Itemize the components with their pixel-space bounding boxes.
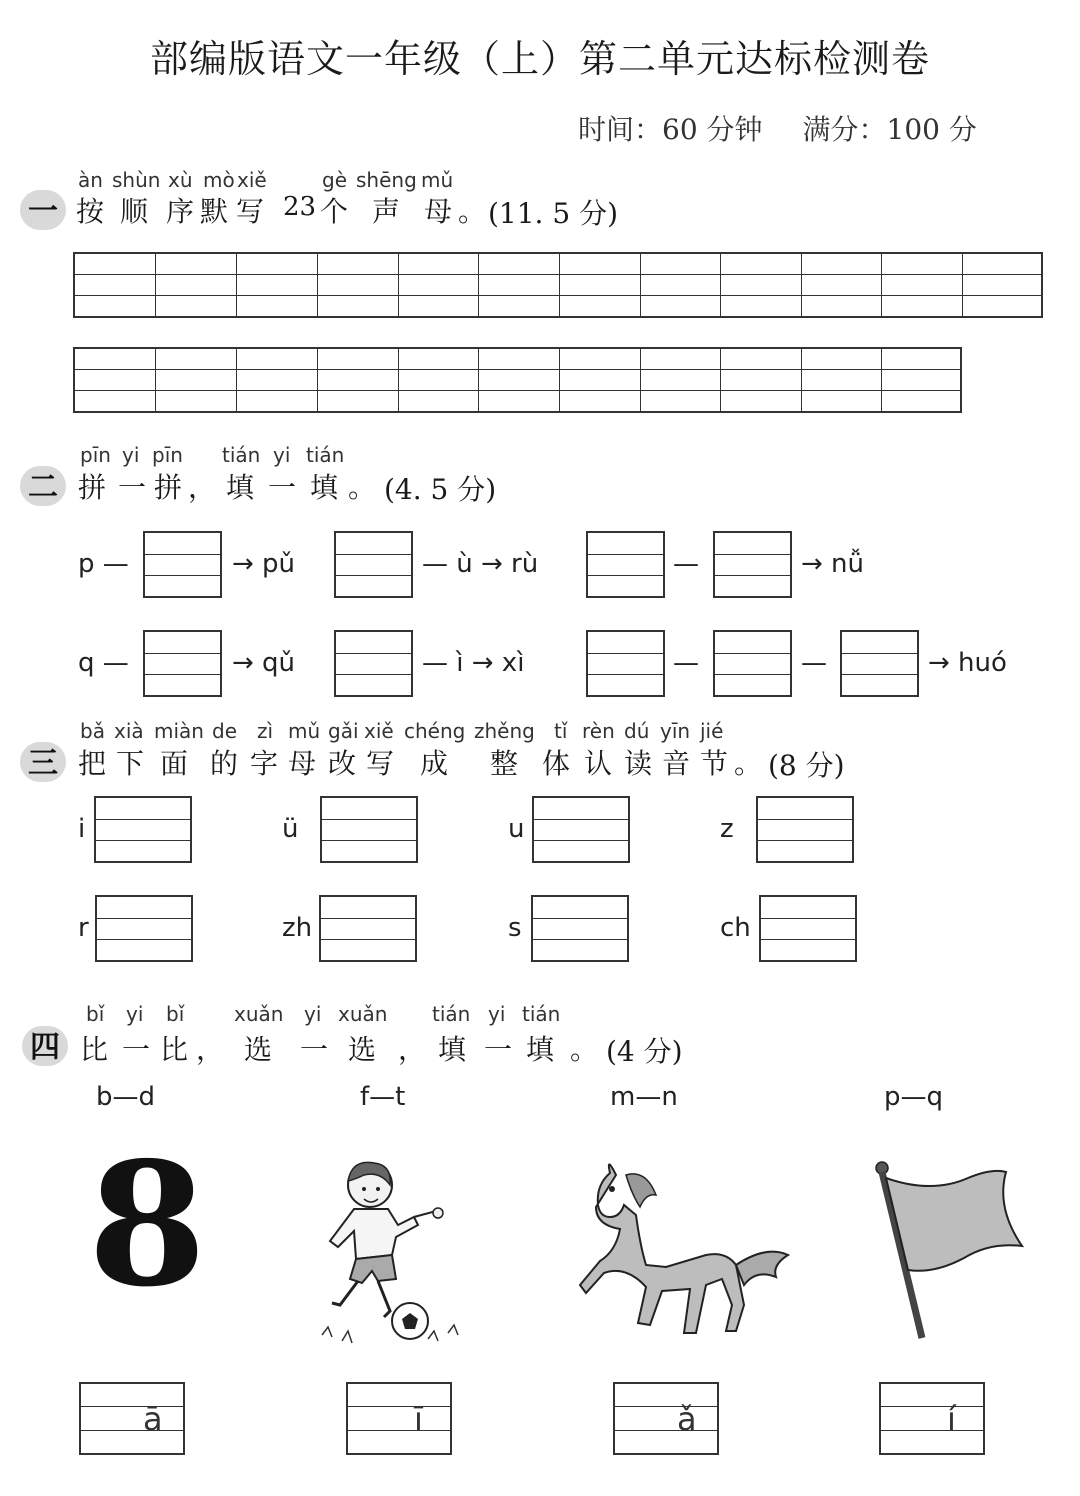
fill-box[interactable] [756,796,854,863]
fill-box[interactable] [94,796,192,863]
q3-char: 把 [78,747,107,780]
q1-char: 序 [166,195,195,228]
fill-box[interactable] [586,630,665,697]
answer-box[interactable] [613,1382,719,1455]
result-qu: → qǔ [232,648,296,678]
q1-char: 母 [424,195,453,228]
q2-score: (4. 5 分) [384,473,497,506]
letter-label: i [78,814,86,844]
answer-letter: í [947,1400,956,1438]
fill-box[interactable] [840,630,919,697]
q4-char: 一 [484,1033,513,1066]
fill-box[interactable] [95,895,193,962]
pinyin: yi [273,443,291,467]
letter-label: ü [282,814,299,844]
q3-char: 面 [160,747,189,780]
q2-char: 一 [118,471,147,504]
pinyin: yi [122,443,140,467]
q1-char: 默 [200,195,229,228]
pinyin-sheng: shēng [356,168,417,192]
fill-box[interactable] [143,531,222,598]
pinyin: xiě [364,719,394,743]
horse-image [576,1155,796,1345]
answer-box[interactable] [346,1382,452,1455]
answer-box[interactable] [879,1382,985,1455]
letter-pair: f—t [360,1082,406,1112]
q3-char: 体 [542,747,571,780]
result-xi: — ì → xì [422,648,525,678]
pinyin: jié [700,719,724,743]
q2-char: 填 [310,471,339,504]
q4-char: 选 [348,1033,377,1066]
pinyin: zì [257,719,274,743]
answer-letter: ǎ [677,1400,697,1438]
time-limit: 时间：60 分钟 [578,113,763,146]
q2-comma: ， [188,471,217,504]
q4-char: 比 [80,1033,109,1066]
pinyin-xu: xù [168,168,193,192]
q1-char: 声 [372,195,401,228]
pinyin: tián [222,443,261,467]
fill-box[interactable] [586,531,665,598]
pinyin: tián [432,1002,471,1026]
pinyin: xià [114,719,144,743]
pinyin-ge: gè [322,168,347,192]
fill-box[interactable] [143,630,222,697]
letter-label: zh [282,913,313,943]
q4-comma: ， [196,1033,225,1066]
answer-letter: ī [414,1400,423,1438]
flag-image [872,1158,1032,1344]
pinyin: miàn [154,719,204,743]
q3-char: 节 [700,747,729,780]
number-eight-image: 8 [88,1125,207,1325]
pinyin-an: àn [78,168,103,192]
q4-comma: ， [398,1033,427,1066]
q3-char: 认 [584,747,613,780]
pinyin: yīn [660,719,691,743]
pinyin: chéng [404,719,466,743]
q3-char: 母 [288,747,317,780]
answer-box[interactable] [79,1382,185,1455]
q1-period: 。 [458,195,487,228]
fill-box[interactable] [713,531,792,598]
q1-char: 写 [236,195,265,228]
letter-label: u [508,814,525,844]
q1-char: 顺 [120,195,149,228]
boy-kicking-ball-image [318,1155,478,1355]
q2-char: 拼 [78,471,107,504]
q4-char: 填 [526,1033,555,1066]
letter-label: s [508,913,522,943]
fill-box[interactable] [334,630,413,697]
pinyin: zhěng [474,719,535,743]
q1-char: 个 [320,195,349,228]
letter-pair: p—q [884,1082,944,1112]
pinyin: pīn [152,443,183,467]
question-number-badge: 三 [20,742,66,782]
q4-char: 填 [438,1033,467,1066]
q3-char: 字 [250,747,279,780]
fill-box[interactable] [759,895,857,962]
dash: — [801,648,827,678]
q3-char: 音 [662,747,691,780]
page-title: 部编版语文一年级（上）第二单元达标检测卷 [149,37,930,81]
dash: — [673,549,699,579]
pinyin: de [212,719,237,743]
q3-char: 读 [624,747,653,780]
fill-box[interactable] [320,796,418,863]
result-huo: → huó [928,648,1007,678]
q3-period: 。 [734,747,763,780]
exam-meta [578,108,1017,148]
question-number-badge: 四 [22,1026,68,1066]
pinyin: rèn [582,719,615,743]
fill-box[interactable] [319,895,417,962]
q3-char: 整 [490,747,519,780]
pinyin: gǎi [328,719,359,743]
four-line-grid-row-2[interactable] [73,347,962,413]
q4-char: 一 [122,1033,151,1066]
question-number-badge: 一 [20,190,66,230]
pinyin-mu: mǔ [421,168,454,192]
q2-char: 拼 [154,471,183,504]
q3-score: (8 分) [768,749,845,782]
q4-char: 选 [244,1033,273,1066]
q2-char: 填 [226,471,255,504]
syllable-p: p — [78,549,129,579]
letter-label: r [78,913,89,943]
pinyin: mǔ [288,719,321,743]
q2-period: 。 [348,471,377,504]
pinyin: pīn [80,443,111,467]
pinyin: dú [624,719,650,743]
q2-char: 一 [268,471,297,504]
result-pu: → pǔ [232,549,296,579]
answer-letter: ā [143,1400,163,1438]
q3-char: 的 [210,747,239,780]
dash: — [673,648,699,678]
q4-char: 比 [160,1033,189,1066]
letter-label: ch [720,913,751,943]
pinyin: yi [126,1002,144,1026]
letter-pair: b—d [96,1082,156,1112]
q1-char: 按 [76,195,105,228]
pinyin: tián [306,443,345,467]
pinyin-shun: shùn [112,168,161,192]
question-number-badge: 二 [20,466,66,506]
q3-char: 改 [328,747,357,780]
pinyin: yi [488,1002,506,1026]
result-ru: — ù → rù [422,549,539,579]
q3-char: 写 [366,747,395,780]
four-line-grid-row-1[interactable] [73,252,1043,318]
pinyin: tǐ [554,719,568,743]
q1-count: 23 [283,192,317,222]
fill-box[interactable] [531,895,629,962]
pinyin: xuǎn [234,1002,284,1026]
letter-pair: m—n [610,1082,678,1112]
q4-period: 。 [570,1033,599,1066]
pinyin-mo: mò [203,168,235,192]
pinyin-xie: xiě [237,168,267,192]
q3-char: 下 [116,747,145,780]
letter-label: z [720,814,734,844]
pinyin: bǐ [86,1002,105,1026]
fill-box[interactable] [334,531,413,598]
result-nu: → nǚ [801,549,865,579]
q4-score: (4 分) [606,1035,683,1068]
pinyin: xuǎn [338,1002,388,1026]
pinyin: yi [304,1002,322,1026]
fill-box[interactable] [532,796,630,863]
pinyin: bǎ [80,719,105,743]
pinyin: bǐ [166,1002,185,1026]
syllable-q: q — [78,648,129,678]
fill-box[interactable] [713,630,792,697]
pinyin: tián [522,1002,561,1026]
full-score: 满分：100 分 [802,113,977,146]
q4-char: 一 [300,1033,329,1066]
q1-score: (11. 5 分) [488,197,618,230]
q3-char: 成 [420,747,449,780]
